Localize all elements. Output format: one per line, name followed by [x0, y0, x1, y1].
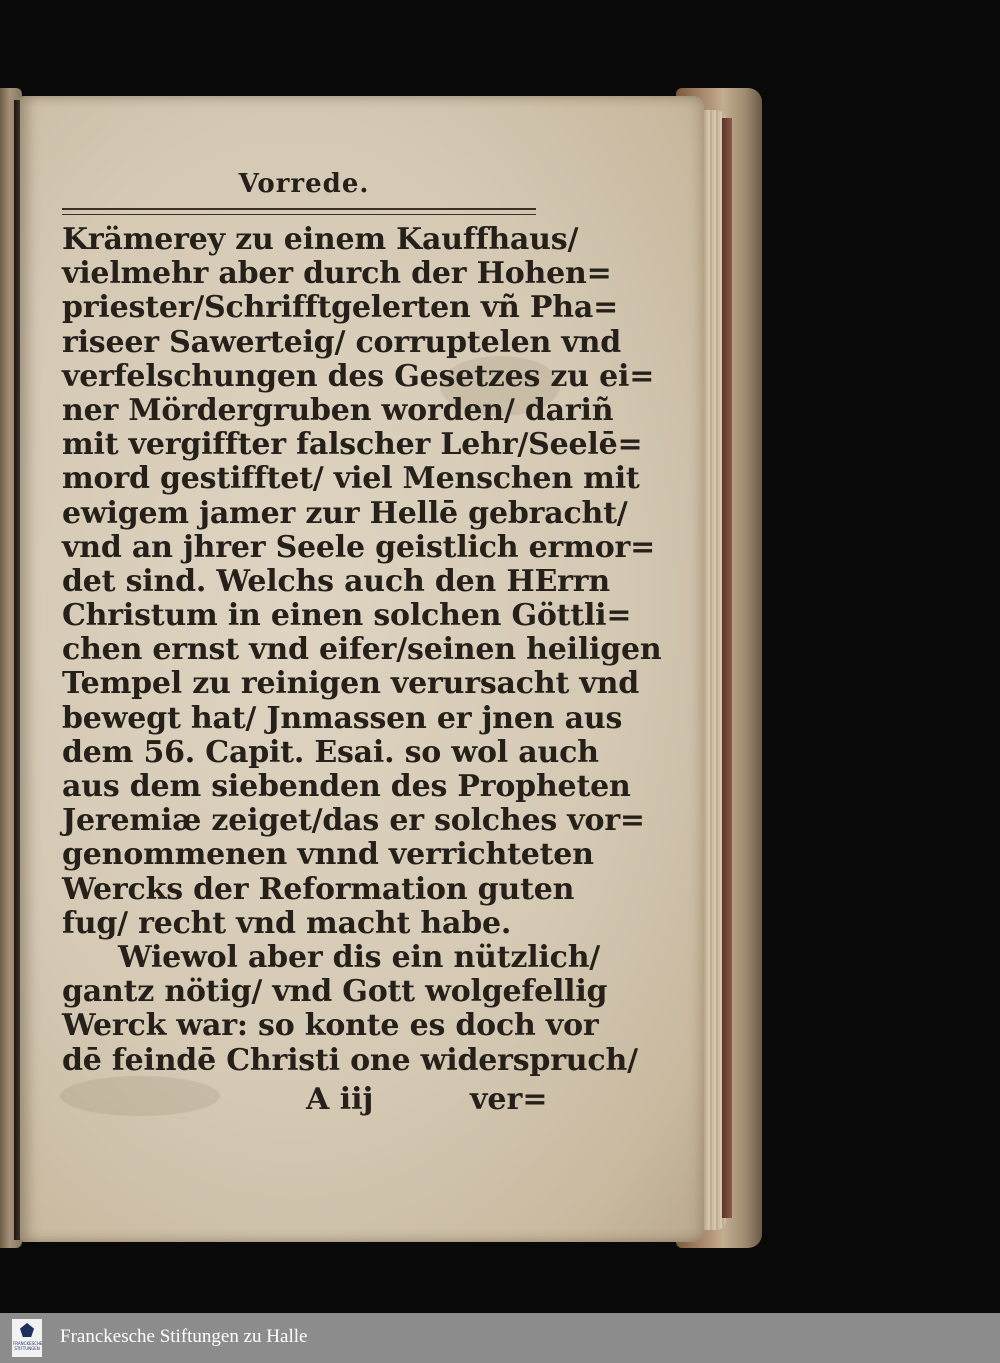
page-foot	[54, 1082, 554, 1122]
footer-bar	[0, 1313, 1000, 1363]
text-line: aus dem siebenden des Propheten	[62, 769, 631, 804]
text-line: riseer Sawerteig/ corruptelen vnd	[62, 324, 622, 360]
text-line: Christum in einen solchen Göttli=	[62, 598, 632, 634]
institution-name: Franckesche Stiftungen zu Halle	[60, 1326, 308, 1347]
institution-logo	[12, 1319, 42, 1357]
text-line: det sind. Welchs auch den HErrn	[62, 563, 610, 599]
text-line: gantz nötig/ vnd Gott wolgefellig	[62, 974, 608, 1010]
text-line: bewegt hat/ Jnmassen er jnen aus	[62, 700, 623, 736]
logo-icon	[20, 1323, 34, 1337]
catchword: ver=	[470, 1081, 548, 1117]
text-line: vielmehr aber durch der Hohen=	[62, 256, 612, 292]
text-line: genommenen vnnd verrichteten	[62, 837, 594, 873]
header-rule	[62, 208, 536, 215]
text-line: Wercks der Reformation guten	[62, 871, 575, 907]
text-line: chen ernst vnd eifer/seinen heiligen	[62, 632, 662, 668]
text-line: dē feindē Christi one widerspruch/	[62, 1042, 638, 1078]
text-line: verfelschungen des Gesetzes zu ei=	[62, 358, 655, 394]
text-line: Krämerey zu einem Kauffhaus/	[62, 222, 579, 257]
text-line: Jeremiæ zeiget/das er solches vor=	[62, 803, 645, 839]
text-line: ewigem jamer zur Hellē gebracht/	[62, 495, 628, 531]
text-line: priester/Schrifftgelerten vñ Pha=	[62, 290, 619, 326]
text-line: Werck war: so konte es doch vor	[62, 1008, 599, 1044]
body-text	[54, 222, 662, 1078]
page-text-block	[54, 168, 662, 1122]
text-line: Wiewol aber dis ein nützlich/	[118, 939, 601, 975]
logo-text: FRANCKESCHE STIFTUNGEN	[13, 1341, 43, 1351]
signature-mark: A iij	[306, 1081, 374, 1117]
cover-binding-strip	[722, 118, 732, 1218]
running-head: Vorrede.	[238, 169, 370, 199]
text-line: mit vergiffter falscher Lehr/Seelē=	[62, 427, 643, 463]
text-line: Tempel zu reinigen verursacht vnd	[62, 666, 639, 702]
text-line: vnd an jhrer Seele geistlich ermor=	[62, 529, 656, 565]
text-line: ner Mördergruben worden/ dariñ	[62, 392, 614, 428]
text-line: fug/ recht vnd macht habe.	[62, 905, 512, 941]
text-line: dem 56. Capit. Esai. so wol auch	[62, 734, 599, 770]
text-line: mord gestifftet/ viel Menschen mit	[62, 461, 640, 497]
book-page	[20, 96, 704, 1242]
